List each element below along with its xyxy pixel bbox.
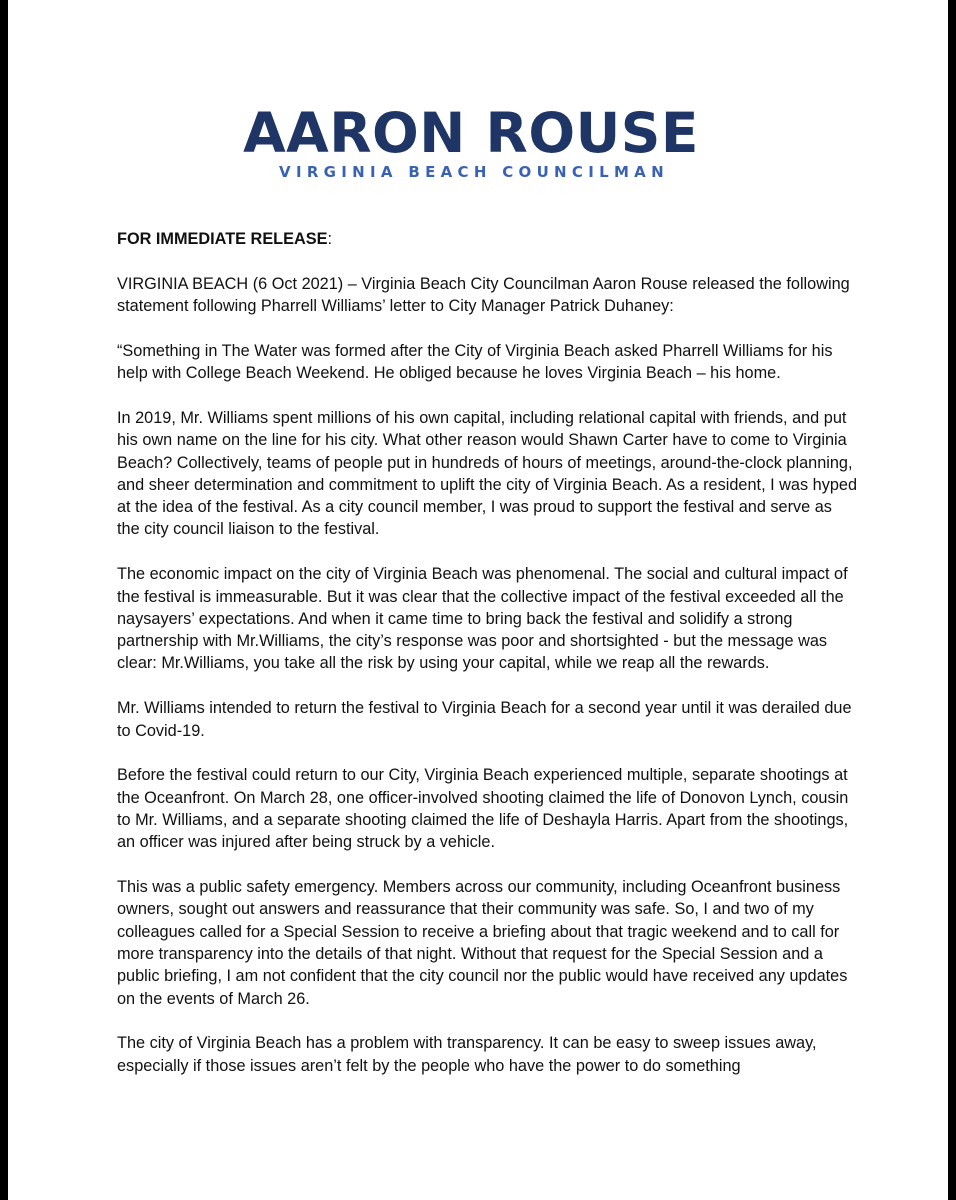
paragraph-quote-open: “Something in The Water was formed after the City of Virginia Beach asked Pharrell Williams for his help with College Beach Weekend. He obliged because he loves Virginia Beach – his home. (117, 341, 833, 383)
paragraph-2019: In 2019, Mr. Williams spent millions of his own capital, including relational capital with friends, and put his own name on the line for his city. What other reason would Shawn Carter have to come to Virginia Beach? Collectively, teams of people put in hundreds of hours of meetings, around-the-clock planning, and sheer determination and commitment to uplift the city of Virginia Beach. As a resident, I was hyped at the idea of the festival. As a city council member, I was proud to support the festival and serve as the city council liaison to the festival. (117, 408, 857, 539)
release-heading (117, 228, 857, 250)
paragraph-second-year: Mr. Williams intended to return the festival to Virginia Beach for a second year until it was derailed due to Covid-19. (117, 699, 852, 740)
press-release-body (117, 228, 857, 1099)
letterhead-name: AARON ROUSE (243, 101, 699, 165)
paragraph-dateline: VIRGINIA BEACH (6 Oct 2021) – Virginia Beach City Councilman Aaron Rouse released the following statement following Pharrell Williams’ letter to City Manager Patrick Duhaney: (117, 274, 850, 316)
release-label: FOR IMMEDIATE RELEASE (117, 230, 328, 248)
paragraph-economic-impact: The economic impact on the city of Virginia Beach was phenomenal. The social and cultural impact of the festival is immeasurable. But it was clear that the collective impact of the festival exceeded all the naysayers’ expectations. And when it came time to bring back the festival and solidify a strong partnership with Mr.Williams, the city’s response was poor and shortsighted - but the message was clear: Mr.Williams, you take all the risk by using your capital, while we reap all the rewards. (117, 565, 848, 673)
paragraph-public-safety: This was a public safety emergency. Members across our community, including Oceanfront business owners, sought out answers and reassurance that their community was safe. So, I and two of my colleagues called for a Special Session to receive a briefing about that tragic weekend and to call for more transparency into the details of that night. Without that request for the Special Session and a public briefing, I am not confident that the city council nor the public would have received any updates on the events of March 26. (117, 878, 848, 1008)
document-page (8, 0, 948, 1200)
paragraph-transparency: The city of Virginia Beach has a problem with transparency. It can be easy to sweep issues away, especially if those issues aren’t felt by the people who have the power to do something (117, 1034, 817, 1075)
release-colon: : (327, 230, 332, 248)
paragraph-shootings: Before the festival could return to our City, Virginia Beach experienced multiple, separate shootings at the Oceanfront. On March 28, one officer-involved shooting claimed the life of Donovon Lynch, cousin to Mr. Williams, and a separate shooting claimed the life of Deshayla Harris. Apart from the shootings, an officer was injured after being struck by a vehicle. (117, 766, 849, 852)
letterhead (8, 101, 948, 182)
letterhead-title: VIRGINIA BEACH COUNCILMAN (279, 163, 669, 181)
